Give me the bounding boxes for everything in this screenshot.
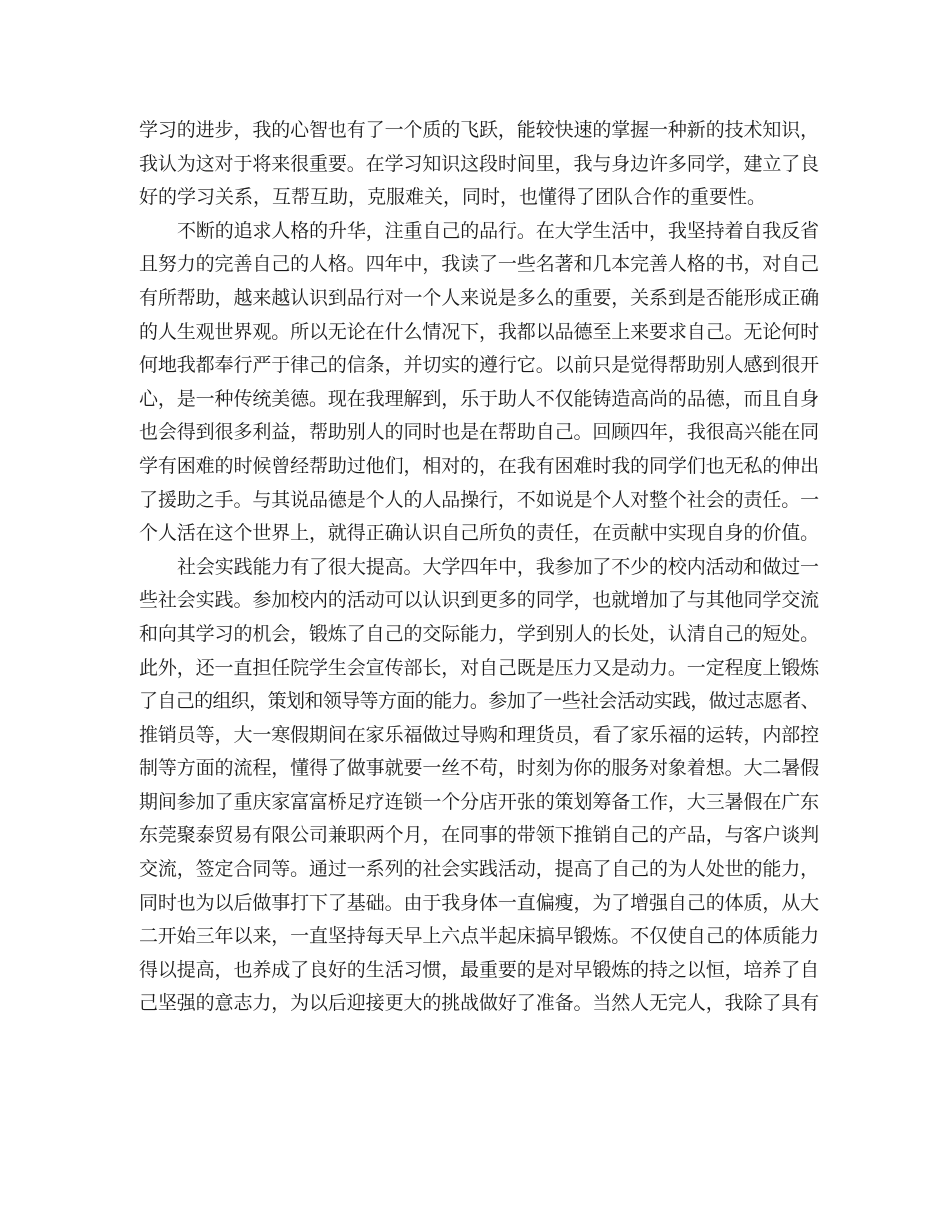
text-line: 的人生观世界观。所以无论在什么情况下，我都以品德至上来要求自己。无论何时 — [139, 320, 819, 343]
text-line: 心，是一种传统美德。现在我理解到，乐于助人不仅能铸造高尚的品德，而且自身 — [139, 387, 819, 410]
text-line: 此外，还一直担任院学生会宣传部长，对自己既是压力又是动力。一定程度上锻炼 — [139, 656, 819, 679]
paragraph-start-line: 不断的追求人格的升华，注重自己的品行。在大学生活中，我坚持着自我反省 — [177, 219, 819, 242]
text-line: 同时也为以后做事打下了基础。由于我身体一直偏瘦，为了增强自己的体质，从大 — [139, 891, 819, 914]
paragraph-start-line: 社会实践能力有了很大提高。大学四年中，我参加了不少的校内活动和做过一 — [177, 555, 819, 578]
text-line: 了自己的组织，策划和领导等方面的能力。参加了一些社会活动实践，做过志愿者、 — [139, 690, 819, 713]
text-line: 己坚强的意志力，为以后迎接更大的挑战做好了准备。当然人无完人，我除了具有 — [139, 992, 819, 1015]
text-line: 且努力的完善自己的人格。四年中，我读了一些名著和几本完善人格的书，对自己 — [139, 253, 819, 276]
text-line: 推销员等，大一寒假期间在家乐福做过导购和理货员，看了家乐福的运转，内部控 — [139, 723, 819, 746]
text-line: 也会得到很多利益，帮助别人的同时也是在帮助自己。回顾四年，我很高兴能在同 — [139, 421, 819, 444]
text-line: 二开始三年以来，一直坚持每天早上六点半起床搞早锻炼。不仅使自己的体质能力 — [139, 925, 819, 948]
text-line: 个人活在这个世界上，就得正确认识自己所负的责任，在贡献中实现自身的价值。 — [139, 522, 819, 545]
text-line: 学习的进步，我的心智也有了一个质的飞跃，能较快速的掌握一种新的技术知识， — [139, 119, 819, 141]
text-line: 学有困难的时候曾经帮助过他们，相对的，在我有困难时我的同学们也无私的伸出 — [139, 454, 819, 477]
text-line: 期间参加了重庆家富富桥足疗连锁一个分店开张的策划筹备工作，大三暑假在广东 — [139, 790, 819, 813]
text-line: 有所帮助，越来越认识到品行对一个人来说是多么的重要，关系到是否能形成正确 — [139, 286, 819, 309]
text-line: 些社会实践。参加校内的活动可以认识到更多的同学，也就增加了与其他同学交流 — [139, 589, 819, 612]
document-body — [139, 114, 819, 1021]
text-line: 交流，签定合同等。通过一系列的社会实践活动，提高了自己的为人处世的能力， — [139, 858, 819, 881]
text-line: 制等方面的流程，懂得了做事就要一丝不苟，时刻为你的服务对象着想。大二暑假 — [139, 757, 819, 780]
text-line: 我认为这对于将来很重要。在学习知识这段时间里，我与身边许多同学，建立了良 — [139, 152, 819, 175]
text-line: 何地我都奉行严于律己的信条，并切实的遵行它。以前只是觉得帮助别人感到很开 — [139, 354, 819, 377]
text-line: 和向其学习的机会，锻炼了自己的交际能力，学到别人的长处，认清自己的短处。 — [139, 622, 819, 645]
text-line: 了援助之手。与其说品德是个人的人品操行，不如说是个人对整个社会的责任。一 — [139, 488, 819, 511]
text-line: 得以提高，也养成了良好的生活习惯，最重要的是对早锻炼的持之以恒，培养了自 — [139, 958, 819, 981]
text-line: 东莞聚泰贸易有限公司兼职两个月，在同事的带领下推销自己的产品，与客户谈判 — [139, 824, 819, 847]
text-line: 好的学习关系，互帮互助，克服难关，同时，也懂得了团队合作的重要性。 — [139, 186, 767, 209]
